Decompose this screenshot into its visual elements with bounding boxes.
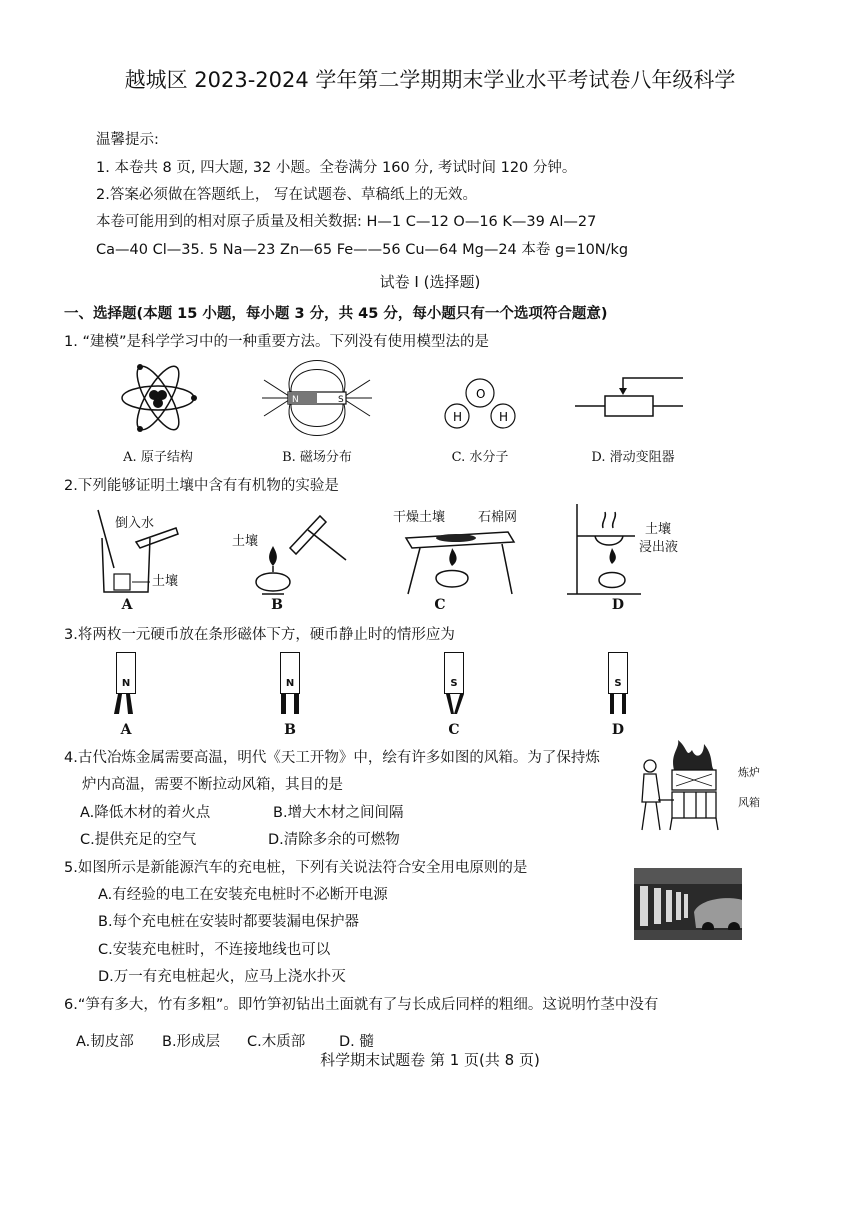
label-soil-a: 土壤 (152, 574, 179, 589)
test-tube-experiment-figure (228, 512, 348, 600)
asbestos-net-experiment-figure (398, 520, 518, 600)
question-4-text-1: 4.古代冶炼金属需要高温，明代《天工开物》中，绘有许多如图的风箱。为了保持炼 (64, 750, 600, 766)
exam-title: 越城区 2023-2024 学年第二学期期末学业水平考试卷八年级科学 (124, 68, 736, 92)
q4-option-c: C.提供充足的空气 (80, 832, 197, 848)
q3-letter-c: C (448, 722, 460, 738)
magnetic-field-figure (262, 360, 372, 436)
q3-magnet-b (280, 652, 300, 694)
question-6-text: 6.“笋有多大，竹有多粗”。即竹笋初钻出土面就有了与长成后同样的粗细。这说明竹茎中没有 (64, 997, 659, 1013)
q6-option-c: C.木质部 (247, 1034, 306, 1050)
q2-letter-d: D (611, 597, 625, 613)
label-asbestos-net: 石棉网 (478, 510, 518, 525)
tips-line-4: Ca—40 Cl—35. 5 Na—23 Zn—65 Fe——56 Cu—64 Mg—24 本卷 g=10N/kg (96, 242, 629, 258)
part1-heading: 一、选择题(本题 15 小题，每小题 3 分，共 45 分，每小题只有一个选项符合题意) (64, 306, 608, 322)
magnet-s-label: S (338, 395, 344, 405)
q5-option-d: D.万一有充电桩起火，应马上浇水扑灭 (98, 969, 346, 985)
water-molecule-figure (440, 376, 520, 432)
q3-pole-b: N (285, 678, 295, 689)
tips-line-1: 1. 本卷共 8 页, 四大题, 32 小题。全卷满分 160 分, 考试时间 120 分钟。 (96, 160, 577, 176)
label-dry-soil: 干燥土壤 (393, 510, 446, 525)
q1-caption-c: C. 水分子 (451, 450, 509, 465)
q3-coins-c (440, 694, 470, 718)
bellows-furnace-illustration (634, 740, 742, 832)
question-2-text: 2.下列能够证明土壤中含有有机物的实验是 (64, 478, 339, 494)
tips-line-2: 2.答案必须做在答题纸上， 写在试题卷、草稿纸上的无效。 (96, 187, 477, 203)
q4-option-d: D.清除多余的可燃物 (268, 832, 400, 848)
q3-pole-a: N (121, 678, 131, 689)
q2-letter-c: C (434, 597, 446, 613)
q5-option-b: B.每个充电桩在安装时都要装漏电保护器 (98, 914, 360, 930)
q1-caption-d: D. 滑动变阻器 (591, 450, 675, 465)
atom-structure-figure (118, 358, 198, 438)
q2-letter-b: B (271, 597, 283, 613)
q6-option-a: A.韧皮部 (76, 1034, 134, 1050)
q3-magnet-c (444, 652, 464, 694)
q6-option-d: D. 髓 (339, 1034, 374, 1050)
q3-magnet-d (608, 652, 628, 694)
q3-magnet-a (116, 652, 136, 694)
label-bellows: 风箱 (738, 796, 760, 809)
q1-caption-b: B. 磁场分布 (282, 450, 352, 465)
label-pour-water: 倒入水 (115, 516, 155, 531)
q5-option-c: C.安装充电桩时，不连接地线也可以 (98, 942, 331, 958)
magnet-n-label: N (292, 395, 299, 405)
page-footer: 科学期末试题卷 第 1 页(共 8 页) (320, 1051, 540, 1069)
q4-option-a: A.降低木材的着火点 (80, 805, 211, 821)
q3-coins-d (604, 694, 634, 718)
q1-caption-a: A. 原子结构 (123, 450, 193, 465)
question-3-text: 3.将两枚一元硬币放在条形磁体下方，硬币静止时的情形应为 (64, 627, 455, 643)
label-soil-extract-1: 土壤 (645, 522, 672, 537)
q3-letter-b: B (284, 722, 296, 738)
question-4-text-2: 炉内高温，需要不断拉动风箱，其目的是 (82, 777, 343, 793)
water-h1-label: H (453, 410, 463, 424)
q3-pole-c: S (450, 678, 458, 689)
q2-letter-a: A (121, 597, 133, 613)
q3-coins-b (276, 694, 306, 718)
label-soil-extract-2: 浸出液 (639, 540, 679, 555)
section-title: 试卷 Ⅰ (选择题) (379, 273, 481, 291)
evaporation-experiment-figure (565, 500, 645, 600)
q3-pole-d: S (614, 678, 622, 689)
q3-letter-d: D (611, 722, 625, 738)
q3-letter-a: A (120, 722, 132, 738)
label-soil-b: 土壤 (232, 534, 259, 549)
q3-coins-a (112, 694, 142, 718)
charging-station-photo (634, 868, 742, 940)
water-o-label: O (476, 387, 486, 401)
q4-option-b: B.增大木材之间间隔 (273, 805, 404, 821)
label-furnace: 炼炉 (738, 766, 760, 779)
tips-line-3: 本卷可能用到的相对原子质量及相关数据: H—1 C—12 O—16 K—39 Al—27 (96, 214, 597, 230)
water-h2-label: H (499, 410, 509, 424)
tips-heading: 温馨提示: (96, 132, 159, 148)
q5-option-a: A.有经验的电工在安装充电桩时不必断开电源 (98, 887, 388, 903)
q6-option-b: B.形成层 (162, 1034, 221, 1050)
question-1-text: 1. “建模”是科学学习中的一种重要方法。下列没有使用模型法的是 (64, 334, 489, 350)
sliding-rheostat-figure (575, 370, 687, 430)
question-5-text: 5.如图所示是新能源汽车的充电桩，下列有关说法符合安全用电原则的是 (64, 860, 528, 876)
